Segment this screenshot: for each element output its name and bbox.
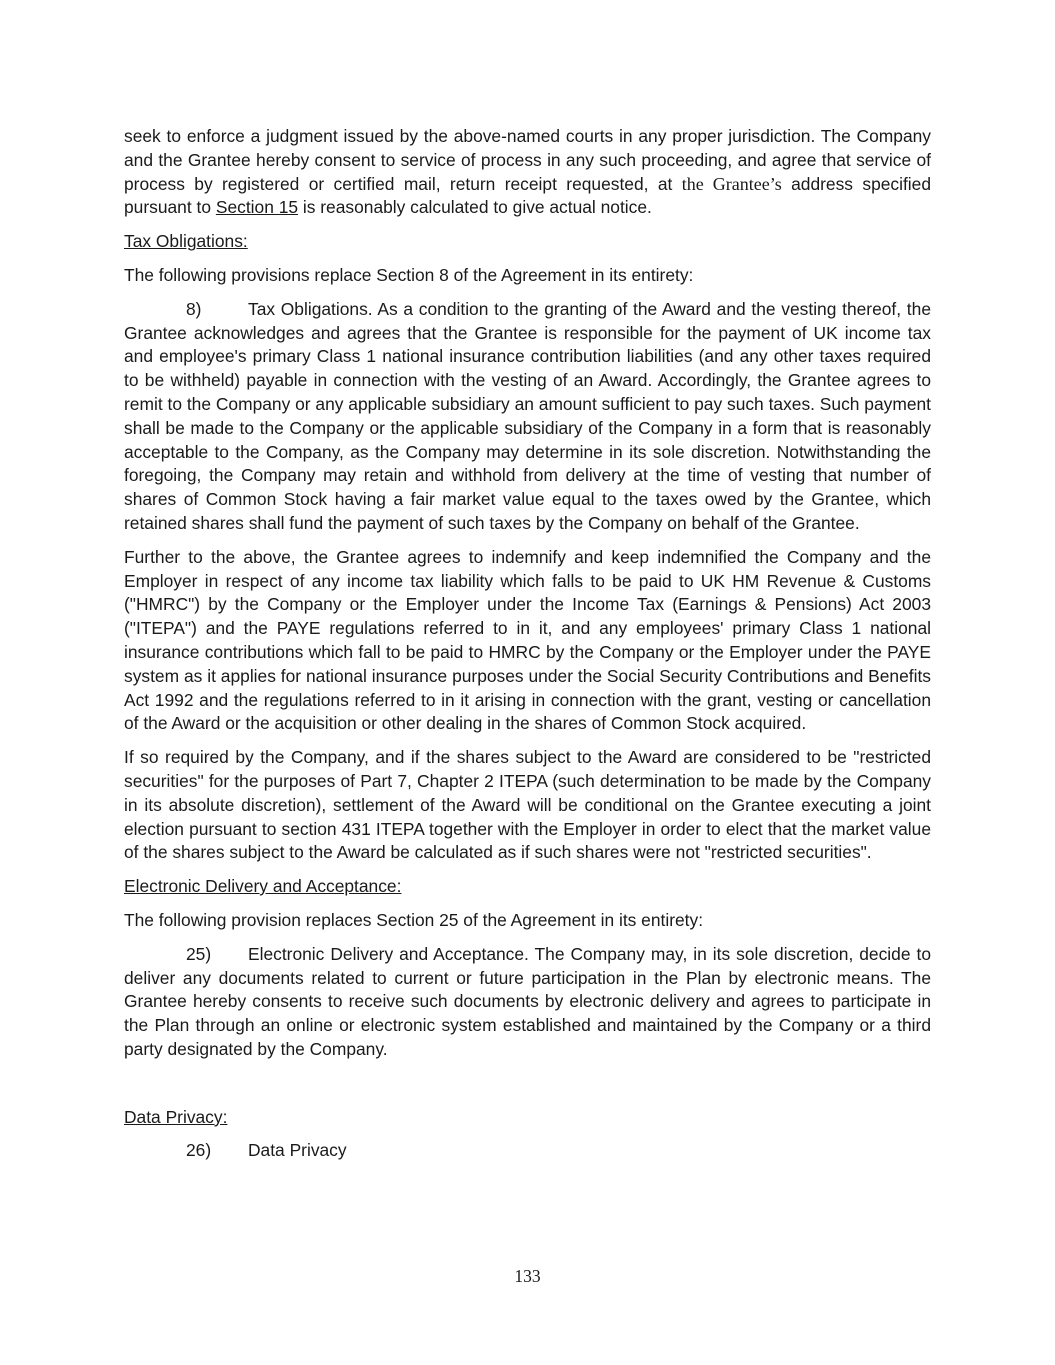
section-body: Electronic Delivery and Acceptance. The Company may, in its sole discretion, decide to deliver any documents related to current or future participation in the Plan by electronic means. The Grantee hereby consents to receive such documents by electronic delivery and agrees to participate in the Plan through an online or electronic system established and maintained by the Company or a third party designated by the Company.: [124, 943, 931, 1059]
text-run: address specified pursuant to: [124, 173, 932, 218]
section-number: 25): [186, 943, 212, 964]
paragraph-tax-intro: The following provisions replace Section 8 of the Agreement in its entirety:: [124, 264, 694, 285]
paragraph-section-8: [124, 298, 931, 536]
page-number: 133: [514, 1266, 541, 1286]
spacer: [124, 1072, 931, 1106]
section-body: Tax Obligations. As a condition to the granting of the Award and the vesting thereof, the Grantee acknowledges and agrees that the Grantee is responsible for the payment of UK income tax and employee's primary Class 1 national insurance contribution liabilities (and any other taxes required to be withheld) payable in connection with the vesting of an Award. Accordingly, the Grantee agrees to remit to the Company or any applicable subsidiary an amount sufficient to pay such taxes. Such payment shall be made to the Company or the applicable subsidiary of the Company in a form that is reasonably acceptable to the Company, as the Company may determine in its sole discretion. Notwithstanding the foregoing, the Company may retain and withhold from delivery at the time of vesting that number of shares of Common Stock having a fair market value equal to the taxes owed by the Grantee, which retained shares shall fund the payment of such taxes by the Company on behalf of the Grantee.: [124, 298, 931, 533]
paragraph-section-25: [124, 943, 931, 1062]
heading-data-privacy: Data Privacy:: [124, 1106, 228, 1127]
section-number: 26): [186, 1140, 212, 1161]
text-run: is reasonably calculated to give actual notice.: [298, 197, 652, 218]
paragraph-restricted-securities: If so required by the Company, and if the shares subject to the Award are considered to be "restricted securities" for the purposes of Part 7, Chapter 2 ITEPA (such determination to be made by the Company in its absolute discretion), settlement of the Award will be conditional on the Grantee executing a joint election pursuant to section 431 ITEPA together with the Employer in order to elect that the market value of the shares subject to the Award be calculated as if such shares were not "restricted securities".: [124, 747, 931, 863]
section-reference: Section 15: [215, 197, 299, 218]
paragraph-section-26: [124, 1139, 931, 1163]
paragraph-indemnify: Further to the above, the Grantee agrees to indemnify and keep indemnified the Company and the Employer in respect of any income tax liability which falls to be paid to UK HM Revenue & Customs ("HMRC") by the Company or the Employer under the Income Tax (Earnings & Pensions) Act 2003 ("ITEPA") and the PAYE regulations referred to in it, and any employees' primary Class 1 national insurance contributions which fall to be paid to HMRC by the Company or the Employer under the PAYE system as it applies for national insurance purposes under the Social Security Contributions and Benefits Act 1992 and the regulations referred to in it arising in connection with the grant, vesting or cancellation of the Award or the acquisition or other dealing in the shares of Common Stock acquired.: [124, 546, 931, 734]
heading-tax-obligations: Tax Obligations:: [124, 231, 248, 252]
section-title: Data Privacy: [248, 1140, 347, 1161]
section-number: 8): [186, 298, 202, 319]
heading-electronic-delivery: Electronic Delivery and Acceptance:: [124, 876, 402, 897]
text-run: seek to enforce a judgment issued by the above-named courts in any proper jurisdiction. The Company and the Grantee hereby consent to service of process in any such proceeding, and agree that service of process by registered or certified mail, return receipt requested, at: [124, 126, 931, 194]
document-page: [124, 125, 931, 1173]
paragraph-electronic-intro: The following provision replaces Section 25 of the Agreement in its entirety:: [124, 909, 704, 930]
text-run-serif: the Grantee’s: [681, 173, 782, 194]
paragraph-jurisdiction: [124, 125, 931, 220]
